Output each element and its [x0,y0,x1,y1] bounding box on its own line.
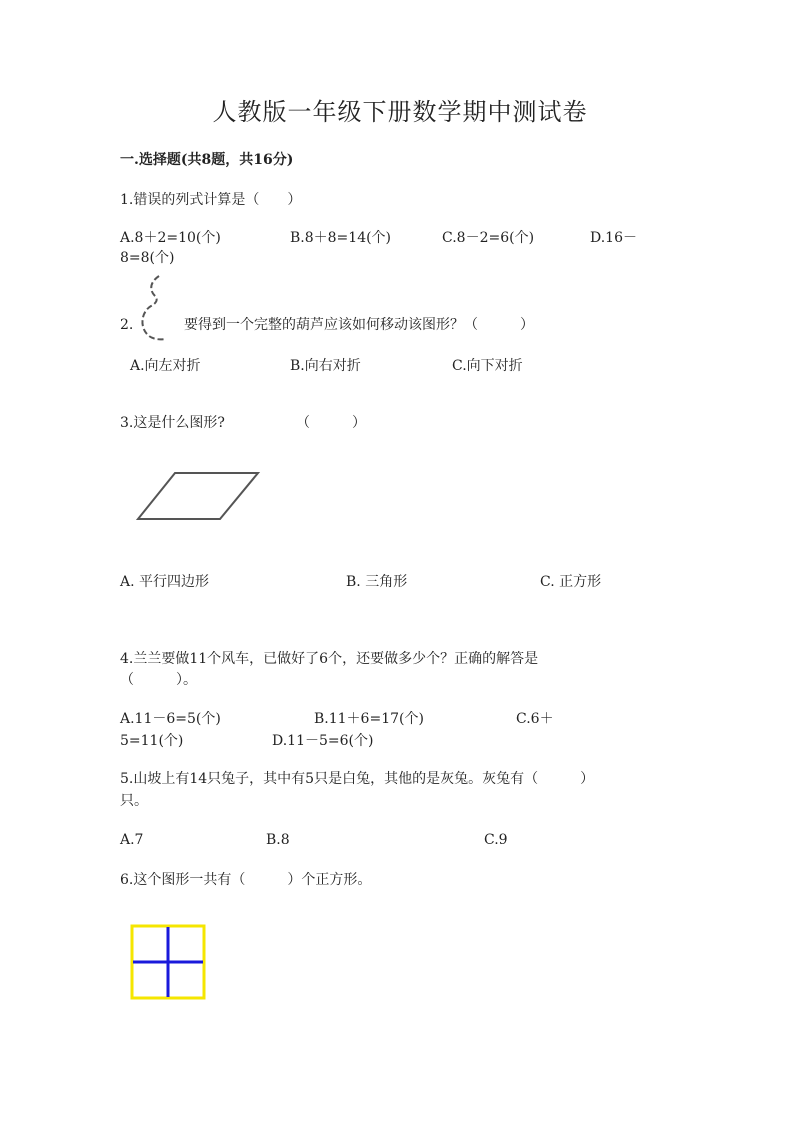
q1-option-d-cont: 8=8(个) [120,250,175,266]
q1-option-c: C.8－2=6(个) [442,230,535,246]
square-grid-figure [130,924,208,1002]
q4-option-a: A.11－6=5(个) [120,711,221,727]
q3-answer-paren: （ ） [296,415,366,431]
q1-stem: 1.错误的列式计算是（ ） [120,192,302,208]
q4-option-d: D.11－5=6(个) [272,733,374,749]
q5-stem: 5.山坡上有14只兔子，其中有5只是白兔，其他的是灰兔。灰兔有（ ） [120,771,595,787]
q2-option-c: C.向下对折 [452,358,523,374]
gourd-half-figure [135,272,183,344]
q1-option-b: B.8＋8=14(个) [290,230,392,246]
q5-option-a: A.7 [120,832,144,848]
q1-option-a: A.8＋2=10(个) [120,230,221,246]
q3-option-a: A. 平行四边形 [120,574,210,590]
q2-stem: 要得到一个完整的葫芦应该如何移动该图形？（ ） [184,317,534,333]
q2-number: 2. [120,317,134,333]
q4-option-c-cont: 5=11(个) [120,733,184,749]
q5-option-c: C.9 [484,832,508,848]
q5-option-b: B.8 [266,832,290,848]
parallelogram-figure [135,468,265,524]
q2-option-b: B.向右对折 [290,358,361,374]
q1-option-d: D.16－ [590,230,637,246]
q4-stem: 4.兰兰要做11个风车，已做好了6个，还要做多少个？正确的解答是 [120,651,539,667]
q2-option-a: A.向左对折 [130,358,201,374]
q3-option-c: C. 正方形 [540,574,602,590]
q4-option-c: C.6＋ [516,711,554,727]
q3-option-b: B. 三角形 [346,574,408,590]
q3-stem: 3.这是什么图形? [120,415,225,431]
q4-option-b: B.11＋6=17(个) [314,711,424,727]
q6-stem: 6.这个图形一共有（ ）个正方形。 [120,872,372,888]
q4-stem-cont: （ ）。 [120,672,197,688]
page-title: 人教版一年级下册数学期中测试卷 [212,98,588,126]
section-heading: 一.选择题(共8题，共16分) [120,152,294,168]
q5-stem-cont: 只。 [120,793,148,809]
